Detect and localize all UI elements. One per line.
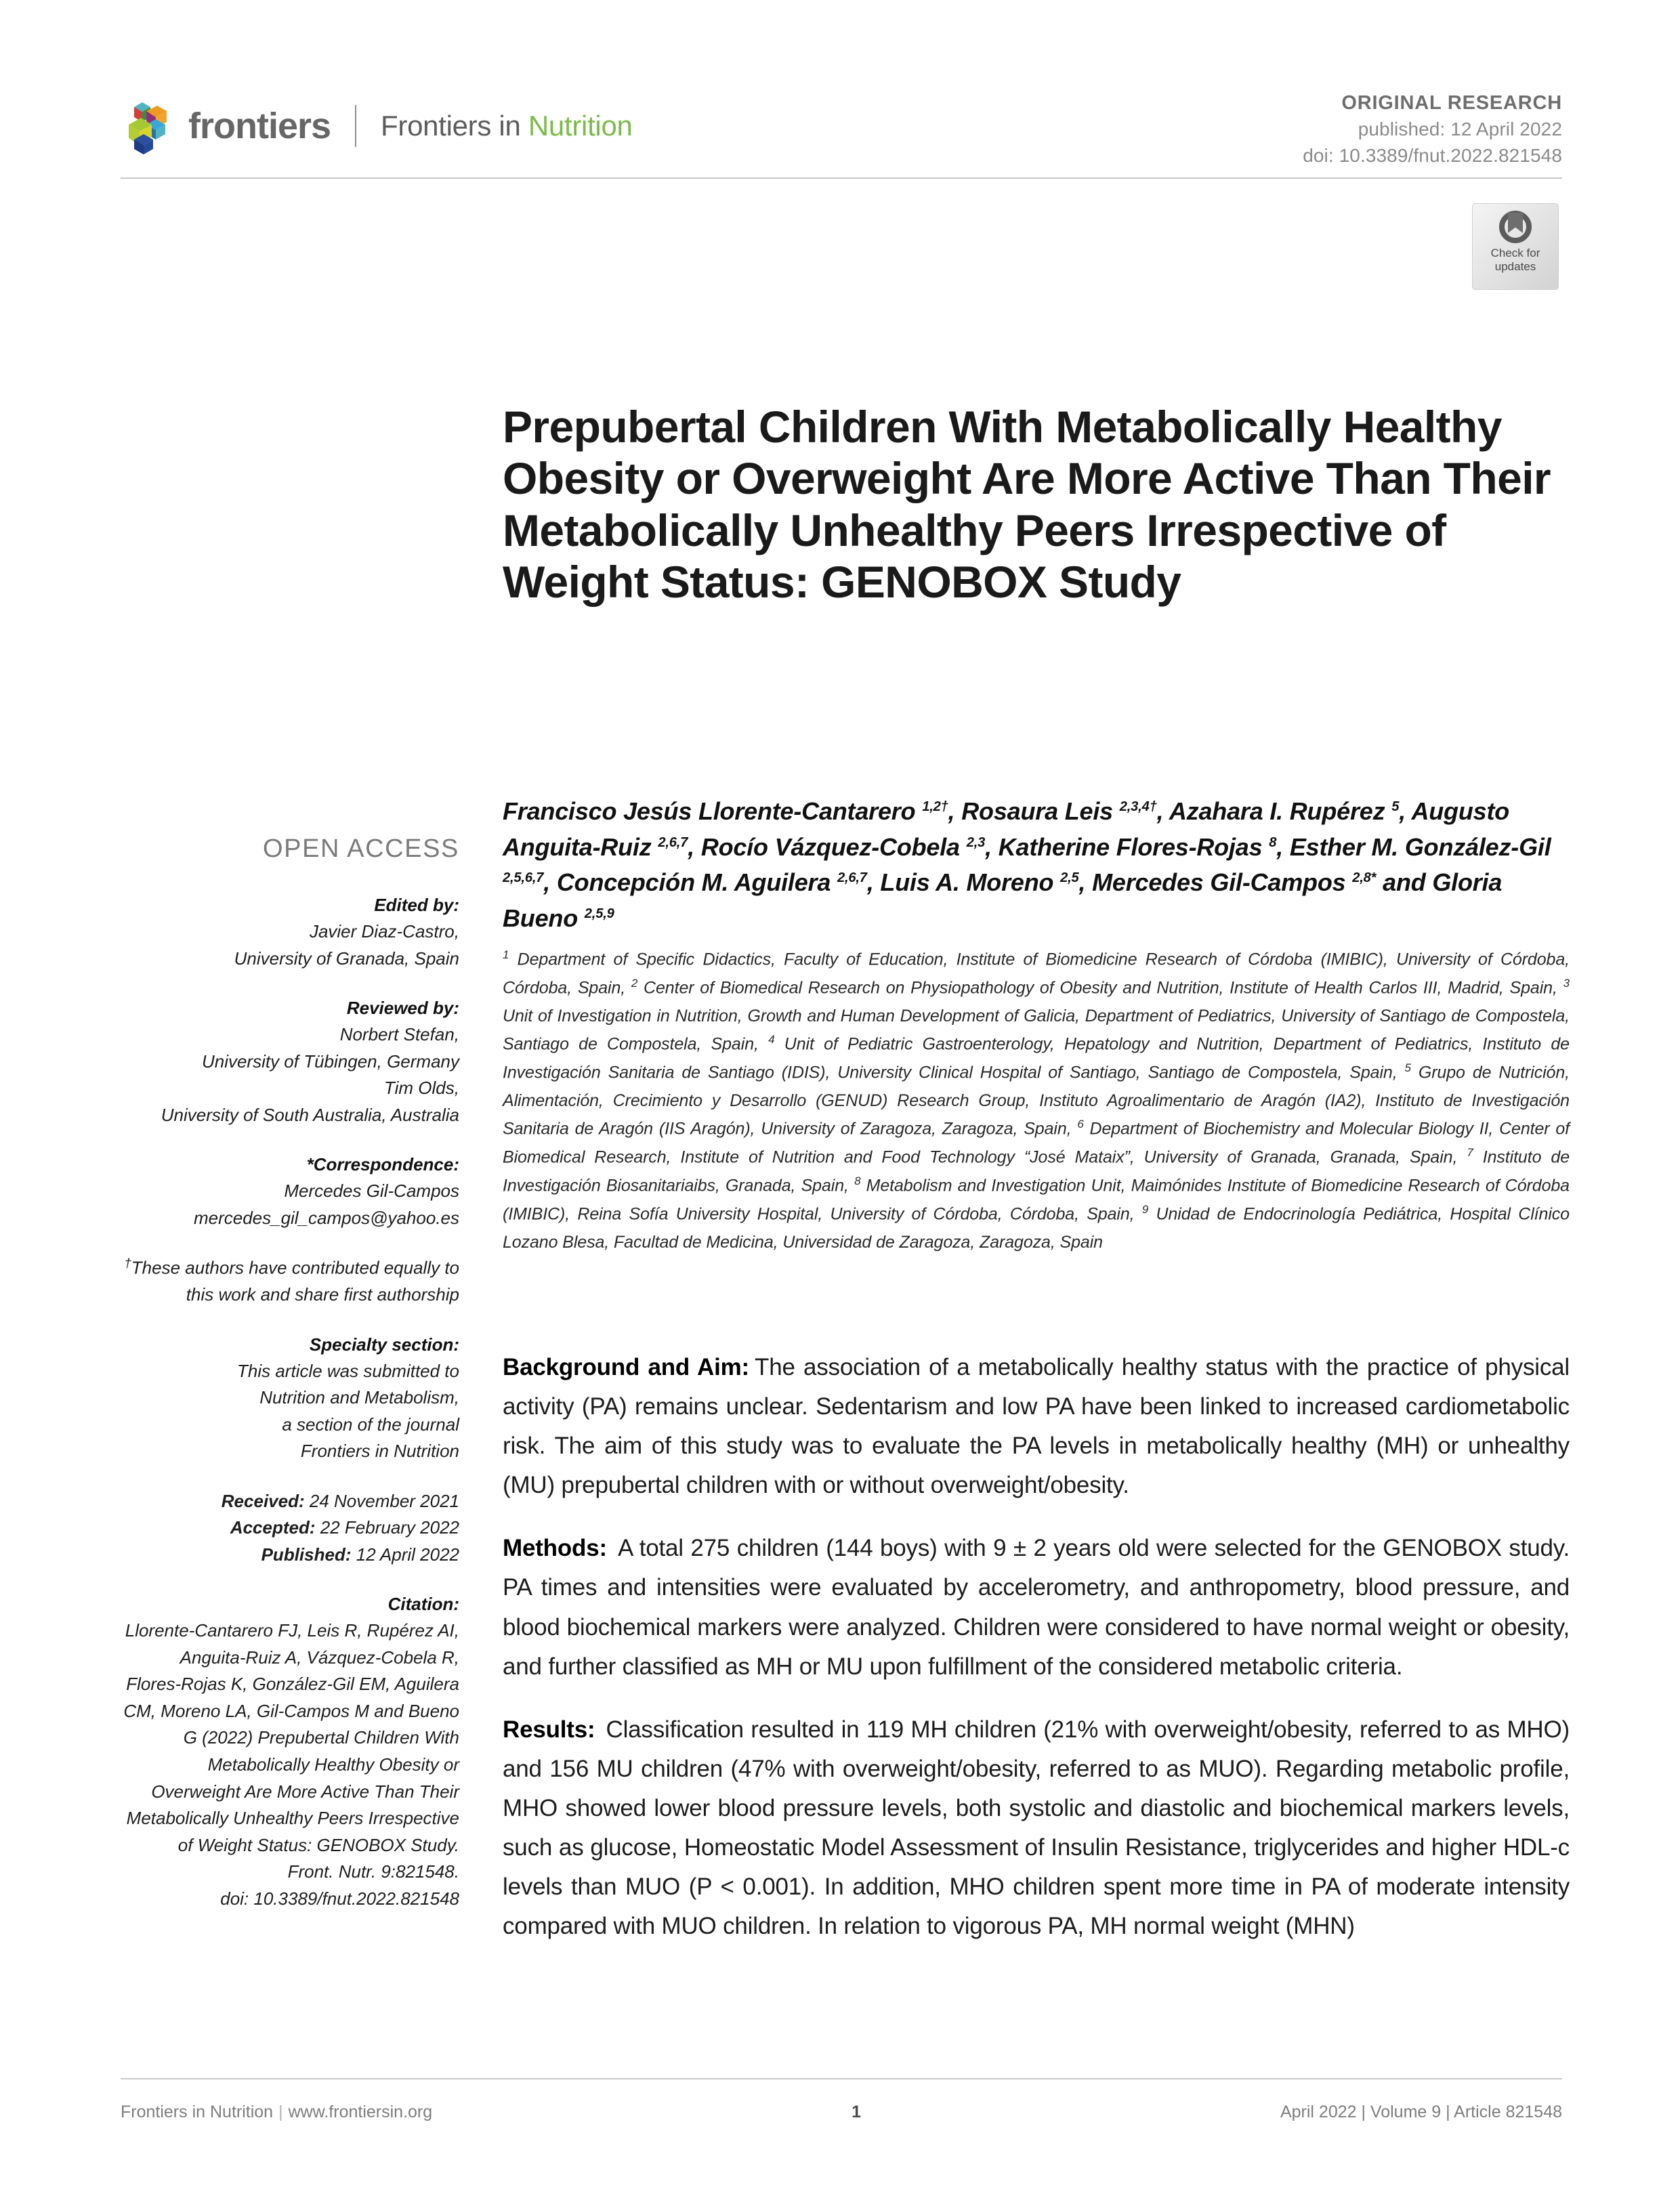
- footer-journal: Frontiers in Nutrition: [121, 2102, 274, 2121]
- open-access-label: OPEN ACCESS: [262, 834, 459, 863]
- abstract-methods-label: Methods:: [503, 1535, 607, 1562]
- accepted-value: 22 February 2022: [320, 1517, 459, 1538]
- brand-divider: [355, 105, 356, 147]
- footer-divider: [121, 2078, 1562, 2079]
- abstract-background: [503, 1348, 1570, 1505]
- published-date-sidebar: [121, 1542, 459, 1569]
- citation-journal: Front. Nutr. 9:821548.: [287, 1861, 459, 1882]
- reviewer-1-affiliation: University of Tübingen, Germany: [201, 1051, 459, 1072]
- header-divider: [121, 177, 1562, 179]
- abstract-methods-text: A total 275 children (144 boys) with 9 ± 2 years old were selected for the GENOBOX study. PA times and intensities were evaluated by accelerometry, and anthropometry, blood pressure, and blood biochemical markers were analyzed. Children were considered to have normal weight or obesity, and further classified as MH or MU upon fulfillment of the considered metabolic criteria.: [503, 1535, 1570, 1680]
- citation-text: Llorente-Cantarero FJ, Leis R, Rupérez AI, Anguita-Ruiz A, Vázquez-Cobela R, Flores-Rojas K, González-Gil EM, Aguilera CM, Moreno LA, Gil-Campos M and Bueno G (2022) Prepubertal Children With Metabolically Healthy Obesity or Overweight Are More Active Than Their Metabolically Unhealthy Peers Irrespective of Weight Status: GENOBOX Study.: [123, 1620, 459, 1855]
- publication-info: [1303, 87, 1562, 169]
- abstract-results-text: Classification resulted in 119 MH children (21% with overweight/obesity, referred to as MHO) and 156 MU children (47% with overweight/obesity, referred to as MUO). Regarding metabolic profile, MHO showed lower blood pressure levels, both systolic and diastolic and biochemical markers levels, such as glucose, Homeostatic Model Assessment of Insulin Resistance, triglycerides and higher HDL-c levels than MUO (P < 0.001). In addition, MHO children spent more time in PA of moderate intensity compared with MUO children. In relation to vigorous PA, MH normal weight (MHN): [503, 1716, 1570, 1940]
- crossmark-icon: [1499, 211, 1532, 243]
- footer-left: [121, 2102, 432, 2122]
- edited-by-label: Edited by:: [374, 895, 459, 915]
- correspondence-label: *Correspondence:: [306, 1154, 459, 1175]
- specialty-line-1: This article was submitted to: [236, 1360, 459, 1381]
- dates-block: [121, 1488, 459, 1569]
- footer-page-number: 1: [852, 2102, 862, 2121]
- abstract-results: [503, 1710, 1570, 1947]
- abstract-background-label: Background and Aim:: [503, 1354, 750, 1380]
- equal-contribution-note: [121, 1254, 459, 1309]
- abstract-results-label: Results:: [503, 1716, 595, 1743]
- reviewer-2-name: Tim Olds,: [384, 1078, 459, 1099]
- abstract-background-text: The association of a metabolically healthy status with the practice of physical activity (PA) remains unclear. Sedentarism and low PA have been linked to increased cardiometabolic risk. The aim of this study was to evaluate the PA levels in metabolically healthy (MH) or unhealthy (MU) prepubertal children with or without overweight/obesity.: [503, 1354, 1570, 1499]
- page-header: [121, 87, 1562, 175]
- accepted-date: [121, 1515, 459, 1542]
- correspondence-block: [121, 1151, 459, 1231]
- equal-contribution-text: †These authors have contributed equally to this work and share first authorship: [124, 1256, 459, 1305]
- reviewer-1-name: Norbert Stefan,: [339, 1024, 459, 1045]
- published-label: Published:: [261, 1544, 352, 1565]
- crossmark-label: [1491, 247, 1540, 273]
- doi-line[interactable]: doi: 10.3389/fnut.2022.821548: [1303, 144, 1562, 166]
- author-list: Francisco Jesús Llorente-Cantarero $^{1,2\dagger}$, Rosaura Leis $^{2,3,4\dagger}$, Azahara I. Rupérez $^5$, Augusto Anguita-Ruiz $^{2,6,7}$, Rocío Vázquez-Cobela $^{2,3}$, Katherine Flores-Rojas $^8$, Esther M. González-Gil $^{2,5,6,7}$, Concepción M. Aguilera $^{2,6,7}$, Luis A. Moreno $^{2,5}$, Mercedes Gil-Campos $^{2,8*}$ and Gloria Bueno $^{2,5,9}$: [503, 797, 1551, 932]
- crossmark-line2: updates: [1494, 259, 1536, 273]
- specialty-section-label: Specialty section:: [309, 1334, 459, 1355]
- accepted-label: Accepted:: [230, 1517, 316, 1538]
- footer-issue: April 2022 | Volume 9 | Article 821548: [1280, 2102, 1562, 2121]
- article-sidebar: [121, 834, 459, 1935]
- published-date: published: 12 April 2022: [1358, 119, 1562, 140]
- citation-block: [121, 1591, 459, 1912]
- edited-by-block: [121, 892, 459, 972]
- crossmark-line1: Check for: [1490, 247, 1540, 259]
- editor-affiliation: University of Granada, Spain: [234, 948, 459, 969]
- correspondence-email[interactable]: mercedes_gil_campos@yahoo.es: [193, 1207, 459, 1228]
- page-footer: [121, 2102, 1562, 2122]
- specialty-line-3: a section of the journal: [282, 1414, 459, 1435]
- received-value: 24 November 2021: [309, 1490, 459, 1511]
- article-type: ORIGINAL RESEARCH: [1341, 92, 1562, 114]
- abstract-methods: [503, 1529, 1570, 1686]
- specialty-line-2: Nutrition and Metabolism,: [259, 1387, 459, 1408]
- journal-branding: [121, 87, 633, 156]
- published-value: 12 April 2022: [356, 1544, 459, 1565]
- affiliations: $^1$ Department of Specific Didactics, Faculty of Education, Institute of Biomedicine Research of Córdoba (IMIBIC), University of Córdoba, Córdoba, Spain, $^2$ Center of Biomedical Research on Physiopathology of Obesity and Nutrition, Institute of Health Carlos III, Madrid, Spain, $^3$ Unit of Investigation in Nutrition, Growth and Human Development of Galicia, Department of Pediatrics, University of Santiago de Compostela, Santiago de Compostela, Spain, $^4$ Unit of Pediatric Gastroenterology, Hepatology and Nutrition, Department of Pediatrics, Instituto de Investigación Sanitaria de Santiago (IDIS), University Clinical Hospital of Santiago, Santiago de Compostela, Spain, $^5$ Grupo de Nutrición, Alimentación, Crecimiento y Desarrollo (GENUD) Research Group, Instituto Agroalimentario de Aragón (IA2), Instituto de Investigación Sanitaria de Aragón (IIS Aragón), University of Zaragoza, Zaragoza, Spain, $^6$ Department of Biochemistry and Molecular Biology II, Center of Biomedical Research, Institute of Nutrition and Food Technology “José Mataix”, University of Granada, Granada, Spain, $^7$ Instituto de Investigación Biosanitariaibs, Granada, Spain, $^8$ Metabolism and Investigation Unit, Maimónides Institute of Biomedicine Research of Córdoba (IMIBIC), Reina Sofía University Hospital, University of Córdoba, Córdoba, Spain, $^9$ Unidad de Endocrinología Pediátrica, Hospital Clínico Lozano Blesa, Facultad de Medicina, Universidad de Zaragoza, Zaragoza, Spain: [503, 948, 1570, 1252]
- specialty-line-4: Frontiers in Nutrition: [300, 1441, 459, 1462]
- journal-name-accent: Nutrition: [528, 110, 633, 142]
- citation-doi[interactable]: doi: 10.3389/fnut.2022.821548: [220, 1888, 459, 1909]
- reviewed-by-label: Reviewed by:: [346, 998, 459, 1019]
- footer-separator: |: [278, 2102, 283, 2121]
- received-date: [121, 1488, 459, 1515]
- specialty-section-block: [121, 1332, 459, 1465]
- journal-name: [381, 110, 633, 142]
- frontiers-logo-icon: [121, 96, 171, 156]
- correspondence-name: Mercedes Gil-Campos: [284, 1181, 459, 1202]
- reviewed-by-block: [121, 995, 459, 1128]
- footer-website[interactable]: www.frontiersin.org: [288, 2102, 433, 2121]
- article-title: Prepubertal Children With Metabolically Healthy Obesity or Overweight Are More Active Than Their Metabolically Unhealthy Peers Irrespective of Weight Status: GENOBOX Study: [503, 402, 1551, 607]
- citation-label: Citation:: [387, 1594, 459, 1615]
- editor-name: Javier Diaz-Castro,: [309, 921, 459, 942]
- received-label: Received:: [221, 1490, 305, 1511]
- journal-name-prefix: Frontiers in: [381, 110, 528, 142]
- check-for-updates-badge[interactable]: [1472, 203, 1559, 290]
- brand-wordmark: frontiers: [188, 106, 331, 146]
- reviewer-2-affiliation: University of South Australia, Australia: [161, 1104, 459, 1125]
- abstract: [503, 1324, 1570, 1946]
